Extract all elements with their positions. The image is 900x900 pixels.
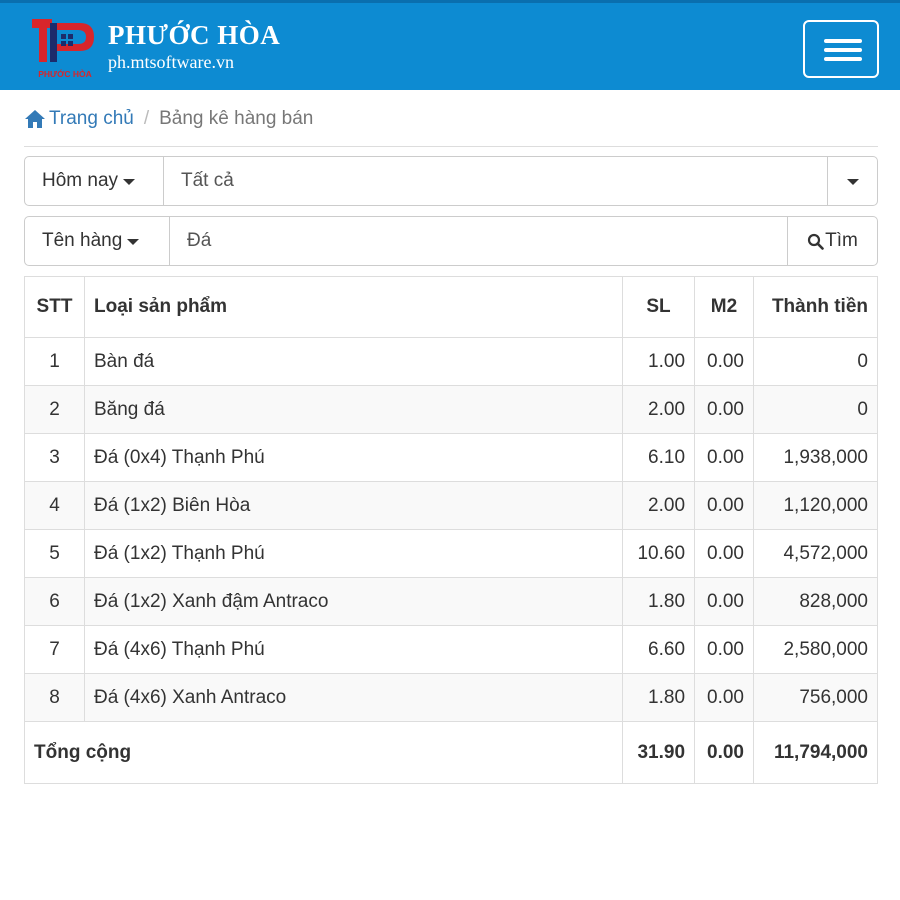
cell-m2: 0.00 [695, 530, 754, 578]
search-button[interactable] [787, 217, 877, 265]
cell-stt: 3 [25, 434, 85, 482]
search-field-label: Tên hàng [42, 230, 123, 251]
table-row[interactable] [25, 482, 878, 530]
logo-caption: PHƯỚC HÒA [38, 69, 92, 79]
search-input-value: Đá [187, 230, 212, 251]
cell-m2: 0.00 [695, 578, 754, 626]
brand-name: PHƯỚC HÒA [108, 20, 281, 50]
total-label: Tổng cộng [25, 722, 623, 784]
cell-product-type: Đá (0x4) Thạnh Phú [84, 434, 622, 482]
breadcrumb-home-label: Trang chủ [49, 108, 134, 129]
customer-select[interactable] [164, 157, 827, 205]
sales-table [24, 276, 878, 784]
search-input[interactable] [170, 217, 787, 265]
cell-product-type: Đá (1x2) Thạnh Phú [84, 530, 622, 578]
table-row[interactable] [25, 626, 878, 674]
breadcrumb-current: Bảng kê hàng bán [159, 108, 314, 129]
cell-product-type: Băng đá [84, 386, 622, 434]
header-amount: Thành tiền [754, 277, 878, 338]
cell-product-type: Bàn đá [84, 338, 622, 386]
cell-amount: 0 [754, 338, 878, 386]
cell-stt: 5 [25, 530, 85, 578]
total-m2: 0.00 [695, 722, 754, 784]
breadcrumb [24, 104, 313, 134]
cell-amount: 2,580,000 [754, 626, 878, 674]
search-field-dropdown-button[interactable] [25, 217, 170, 265]
hamburger-menu-icon [824, 39, 862, 43]
cell-quantity: 1.80 [623, 674, 695, 722]
period-label: Hôm nay [42, 170, 119, 191]
cell-quantity: 2.00 [623, 482, 695, 530]
brand-url: ph.mtsoftware.vn [108, 52, 234, 72]
table-header-row [25, 277, 878, 338]
breadcrumb-home-link[interactable] [24, 108, 134, 130]
header-stt: STT [25, 277, 85, 338]
date-filter-group [24, 156, 878, 206]
cell-product-type: Đá (4x6) Thạnh Phú [84, 626, 622, 674]
cell-quantity: 2.00 [623, 386, 695, 434]
cell-product-type: Đá (4x6) Xanh Antraco [84, 674, 622, 722]
cell-m2: 0.00 [695, 386, 754, 434]
cell-quantity: 10.60 [623, 530, 695, 578]
cell-m2: 0.00 [695, 674, 754, 722]
breadcrumb-separator: / [143, 108, 150, 129]
table-row[interactable] [25, 338, 878, 386]
table-row[interactable] [25, 386, 878, 434]
brand-logo[interactable] [28, 17, 102, 83]
header-m2: M2 [695, 277, 754, 338]
cell-amount: 828,000 [754, 578, 878, 626]
home-icon [24, 109, 46, 129]
caret-down-icon [127, 239, 139, 245]
table-row[interactable] [25, 578, 878, 626]
cell-quantity: 6.10 [623, 434, 695, 482]
cell-m2: 0.00 [695, 482, 754, 530]
table-row[interactable] [25, 674, 878, 722]
cell-quantity: 1.00 [623, 338, 695, 386]
total-quantity: 31.90 [623, 722, 695, 784]
cell-quantity: 6.60 [623, 626, 695, 674]
cell-stt: 2 [25, 386, 85, 434]
table-row[interactable] [25, 530, 878, 578]
cell-product-type: Đá (1x2) Xanh đậm Antraco [84, 578, 622, 626]
cell-amount: 1,120,000 [754, 482, 878, 530]
cell-product-type: Đá (1x2) Biên Hòa [84, 482, 622, 530]
search-button-label: Tìm [825, 230, 858, 251]
cell-m2: 0.00 [695, 626, 754, 674]
cell-amount: 756,000 [754, 674, 878, 722]
cell-amount: 4,572,000 [754, 530, 878, 578]
search-icon [807, 233, 824, 250]
cell-stt: 1 [25, 338, 85, 386]
cell-quantity: 1.80 [623, 578, 695, 626]
cell-stt: 4 [25, 482, 85, 530]
customer-select-toggle[interactable] [827, 157, 877, 205]
top-navbar [0, 0, 900, 90]
caret-down-icon [847, 179, 859, 185]
hamburger-menu-button[interactable] [803, 20, 879, 78]
table-total-row [25, 722, 878, 784]
header-quantity: SL [623, 277, 695, 338]
customer-select-value: Tất cả [181, 170, 234, 191]
header-product-type: Loại sản phẩm [84, 277, 622, 338]
cell-stt: 6 [25, 578, 85, 626]
total-amount: 11,794,000 [754, 722, 878, 784]
cell-m2: 0.00 [695, 338, 754, 386]
cell-m2: 0.00 [695, 434, 754, 482]
divider [24, 146, 878, 147]
caret-down-icon [123, 179, 135, 185]
period-dropdown-button[interactable] [25, 157, 164, 205]
cell-stt: 8 [25, 674, 85, 722]
cell-stt: 7 [25, 626, 85, 674]
search-filter-group [24, 216, 878, 266]
table-row[interactable] [25, 434, 878, 482]
cell-amount: 0 [754, 386, 878, 434]
brand[interactable] [108, 19, 280, 73]
cell-amount: 1,938,000 [754, 434, 878, 482]
